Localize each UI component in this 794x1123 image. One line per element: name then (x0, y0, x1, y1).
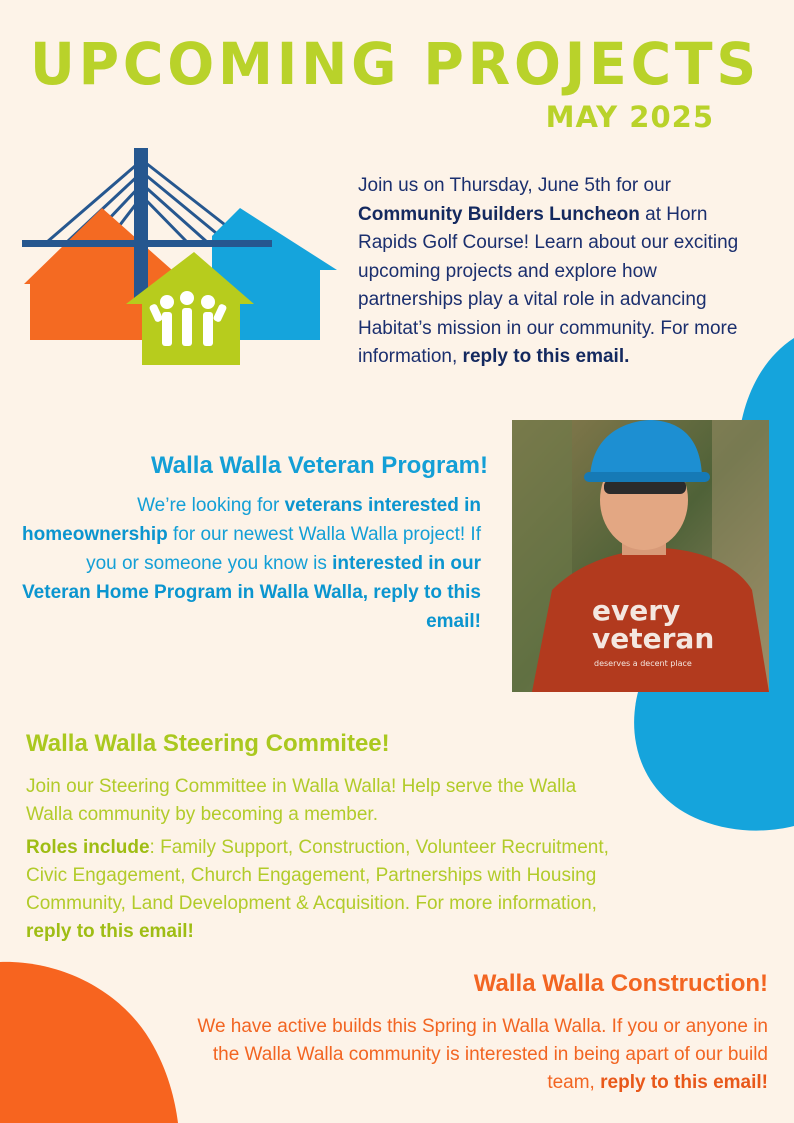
svg-text:UPCOMING PROJECTS: UPCOMING PROJECTS (30, 30, 760, 98)
intro-text-2: at Horn Rapids Golf Course! Learn about our exciting upcoming projects and explore how partnerships play a vital role in advancing Habitat’s mission in our community. For more information, (358, 203, 739, 367)
svg-text:veteran: veteran (592, 622, 715, 655)
reply-email-link[interactable]: reply to this email. (462, 346, 630, 367)
page-title (26, 22, 786, 102)
veteran-heading: Walla Walla Veteran Program! (151, 452, 488, 479)
svg-text:deserves a decent place: deserves a decent place (594, 659, 692, 668)
luncheon-announcement (358, 172, 766, 372)
luncheon-name: Community Builders Luncheon (358, 203, 640, 225)
veteran-reply-link[interactable]: interested in our Veteran Home Program in Walla Walla, reply to this email! (22, 553, 481, 632)
veteran-highlight-1: veterans interested in homeownership (22, 495, 481, 545)
construction-reply-link[interactable]: reply to this email! (600, 1072, 768, 1093)
veteran-text-2: for our newest Walla Walla project! If you or someone you know is (86, 524, 481, 574)
habitat-houses-bridge-icon (22, 140, 342, 370)
construction-body (168, 1013, 768, 1097)
construction-text: We have active builds this Spring in Walla Walla. If you or anyone in the Walla Walla community is interested in being apart of our build team, (197, 1016, 768, 1093)
construction-heading: Walla Walla Construction! (473, 970, 768, 997)
roles-text: : Family Support, Construction, Volunteer Recruitment, Civic Engagement, Church Engagement, Partnerships with Housing Community, Land Development & Acquisition. For more information, (26, 837, 609, 914)
veteran-text-1: We’re looking for (137, 495, 285, 516)
steering-reply-link[interactable]: reply to this email! (26, 921, 194, 942)
steering-intro: Join our Steering Committee in Walla Walla! Help serve the Walla Walla community by becoming a member. (26, 776, 577, 825)
veteran-body (21, 491, 481, 636)
svg-text:every: every (592, 594, 681, 627)
page-subtitle: MAY 2025 (545, 100, 714, 134)
steering-roles (26, 834, 626, 946)
roles-label: Roles include (26, 837, 150, 858)
steering-heading: Walla Walla Steering Commitee! (26, 730, 390, 757)
intro-text-1: Join us on Thursday, June 5th for our (358, 175, 671, 196)
veteran-photo (512, 420, 769, 692)
